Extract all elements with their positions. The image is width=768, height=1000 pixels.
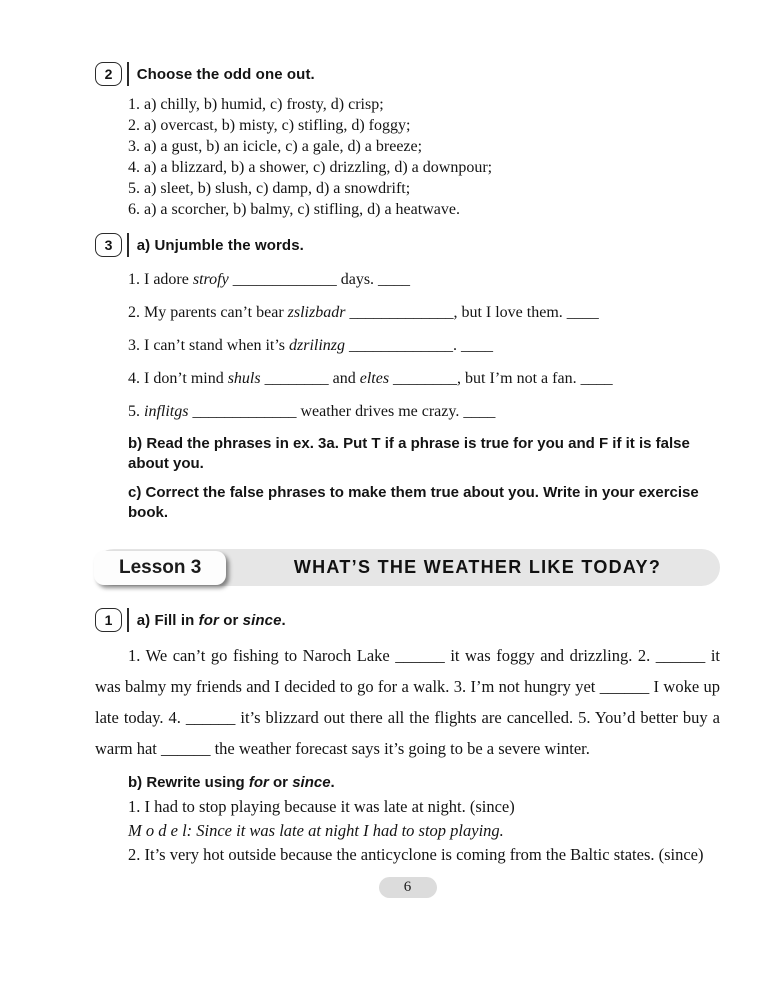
- exercise-3-item-5: 5. inflitgs _____________ weather drives me crazy. ____: [128, 403, 496, 420]
- exercise-1-part-b-model: M o d e l: Since it was late at night I had to stop playing.: [128, 821, 504, 840]
- exercise-2-item-3: 3. a) a gust, b) an icicle, c) a gale, d) a breeze;: [128, 138, 423, 155]
- exercise-1: [95, 608, 720, 867]
- exercise-3: [95, 233, 720, 523]
- exercise-1-part-b: [95, 771, 720, 867]
- exercise-2: [95, 62, 720, 220]
- exercise-2-item-6: 6. a) a scorcher, b) balmy, c) stifling, d) a heatwave.: [128, 201, 460, 218]
- exercise-2-header: [95, 62, 720, 86]
- exercise-2-item-1: 1. a) chilly, b) humid, c) frosty, d) crisp;: [128, 96, 384, 113]
- exercise-3-item-2: 2. My parents can’t bear zslizbadr _____________, but I love them. ____: [128, 304, 599, 321]
- exercise-3-item-3: 3. I can’t stand when it’s dzrilinzg _____________. ____: [128, 337, 494, 354]
- exercise-3-header: [95, 233, 720, 257]
- page-number: 6: [403, 879, 412, 895]
- exercise-1-header: [95, 608, 720, 632]
- exercise-number-divider: [127, 62, 129, 86]
- exercise-3-items: [128, 269, 720, 422]
- exercise-1-number-badge: 1: [95, 608, 122, 632]
- exercise-number-divider: [127, 608, 129, 632]
- exercise-2-item-4: 4. a) a blizzard, b) a shower, c) drizzling, d) a downpour;: [128, 159, 493, 176]
- exercise-number-divider: [127, 233, 129, 257]
- exercise-2-items: [128, 94, 720, 220]
- lesson-title: WHAT’S THE WEATHER LIKE TODAY?: [293, 557, 662, 577]
- exercise-2-title: Choose the odd one out.: [136, 65, 315, 83]
- exercise-1-paragraph: 1. We can’t go fishing to Naroch Lake ______ it was foggy and drizzling. 2. ______ it was balmy my friends and I decided to go for a walk. 3. I’m not hungry yet ______ I woke up late today. 4. ______ it’s blizzard out there all the flights are cancelled. 5. You’d better buy a warm hat ______ the weather forecast says it’s going to be a severe winter.: [95, 646, 720, 758]
- lesson-label: Lesson 3: [94, 551, 226, 585]
- exercise-1-part-b-title: b) Rewrite using for or since.: [128, 774, 335, 791]
- exercise-3-title: a) Unjumble the words.: [136, 236, 304, 254]
- exercise-1-title: a) Fill in for or since.: [136, 611, 286, 629]
- exercise-3-number-badge: 3: [95, 233, 122, 257]
- exercise-2-item-5: 5. a) sleet, b) slush, c) damp, d) a snowdrift;: [128, 180, 411, 197]
- exercise-3-item-1: 1. I adore strofy _____________ days. ____: [128, 271, 411, 288]
- exercise-2-item-2: 2. a) overcast, b) misty, c) stifling, d) foggy;: [128, 117, 411, 134]
- lesson-banner: [95, 549, 720, 586]
- exercise-3-item-4: 4. I don’t mind shuls ________ and eltes ________, but I’m not a fan. ____: [128, 370, 613, 387]
- exercise-3-part-c: c) Correct the false phrases to make them true about you. Write in your exercise book.: [128, 484, 699, 521]
- exercise-1-part-b-line-1: 1. I had to stop playing because it was late at night. (since): [128, 797, 515, 816]
- exercise-1-part-b-line-2: 2. It’s very hot outside because the anticyclone is coming from the Baltic states. (since): [128, 845, 704, 864]
- exercise-2-number-badge: 2: [95, 62, 122, 86]
- page-number-pill: [379, 877, 437, 898]
- exercise-3-part-b: b) Read the phrases in ex. 3a. Put T if a phrase is true for you and F if it is false about you.: [128, 435, 690, 472]
